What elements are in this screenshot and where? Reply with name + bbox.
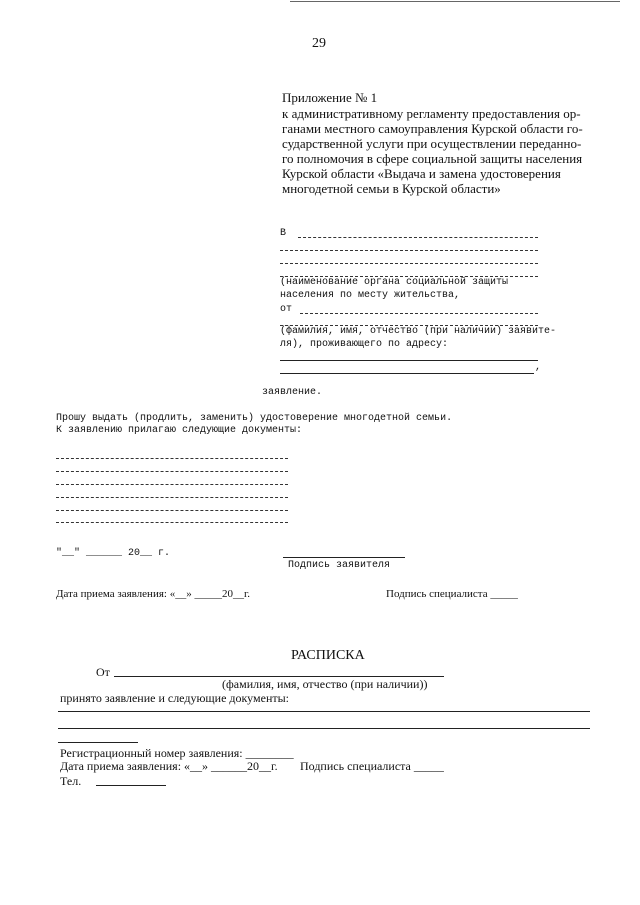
appendix-text (282, 106, 583, 196)
signature-caption: Подпись заявителя (288, 560, 391, 571)
person-caption: ля), проживающего по адресу: (280, 339, 449, 350)
request-text: Прошу выдать (продлить, заменить) удостоверение многодетной семьи. (56, 413, 453, 424)
from-prefix: от (280, 304, 293, 315)
appendix-line: ганами местного самоуправления Курской области го- (282, 121, 583, 136)
org-name-line (280, 250, 538, 251)
appendix-line: многодетной семьи в Курской области» (282, 181, 501, 196)
receipt-accepted: принято заявление и следующие документы: (60, 691, 290, 705)
receipt-title: РАСПИСКА (291, 648, 365, 663)
receipt-phone-label: Тел. (60, 774, 82, 788)
appendix-title: Приложение № 1 (282, 90, 378, 105)
page-number: 29 (312, 36, 326, 51)
appendix-line: к административному регламенту предоставления ор- (282, 106, 581, 121)
address-line (280, 373, 534, 374)
receipt-name-caption: (фамилия, имя, отчество (при наличии)) (222, 677, 428, 691)
address-end-mark: , (535, 362, 542, 373)
attachments-text: К заявлению прилагаю следующие документы: (56, 425, 303, 436)
document-line (56, 522, 288, 523)
document-line (56, 484, 288, 485)
receipt-specialist: Подпись специалиста _____ (300, 759, 444, 773)
application-date: "__" ______ 20__ г. (56, 548, 171, 559)
application-heading: заявление. (262, 387, 323, 398)
signature-line (283, 557, 405, 558)
to-prefix: В (280, 228, 287, 239)
receipt-phone-line (96, 785, 166, 786)
applicant-name-line (300, 313, 538, 314)
org-caption: населения по месту жительства, (280, 290, 461, 301)
address-line (280, 360, 538, 361)
org-name-line (298, 237, 538, 238)
org-name-line (280, 263, 538, 264)
appendix-line: Курской области «Выдача и замена удостоверения (282, 166, 561, 181)
scan-edge-line (290, 1, 620, 2)
receipt-reg-number: Регистрационный номер заявления: ________ (60, 746, 294, 760)
document-line (56, 497, 288, 498)
reception-date: Дата приема заявления: «__» _____20__г. (56, 588, 250, 600)
receipt-documents-line (58, 711, 590, 712)
document-line (56, 510, 288, 511)
document-line (56, 471, 288, 472)
document-line (56, 458, 288, 459)
appendix-line: го полномочия в сфере социальной защиты населения (282, 151, 583, 166)
org-caption: (наименование органа социальной защиты (280, 277, 509, 288)
receipt-from-prefix: От (96, 665, 110, 679)
receipt-documents-line (58, 728, 590, 729)
person-caption: (фамилия, имя, отчество (при наличии) заявите- (280, 326, 557, 337)
reception-specialist: Подпись специалиста _____ (386, 588, 518, 600)
appendix-line: сударственной услуги при осуществлении переданно- (282, 136, 582, 151)
receipt-documents-line (58, 742, 138, 743)
receipt-date: Дата приема заявления: «__» ______20__г. (60, 759, 278, 773)
